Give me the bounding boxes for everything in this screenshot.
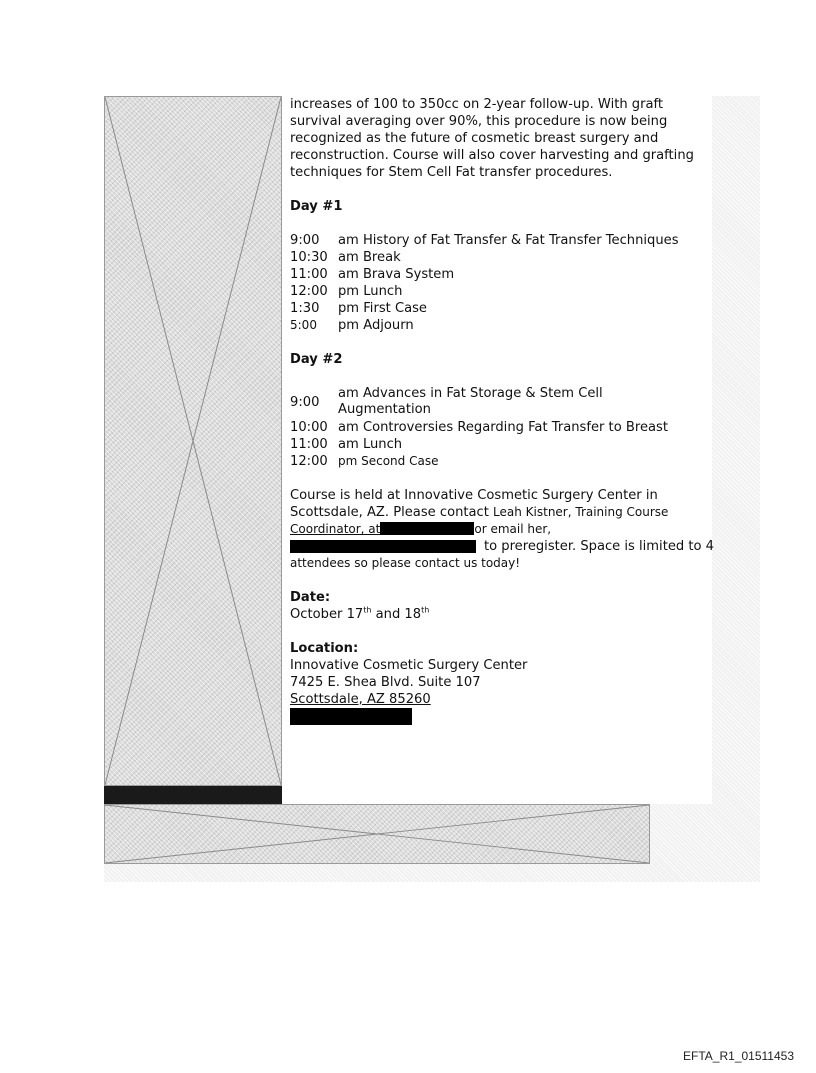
left-dark-bar — [104, 786, 282, 804]
location-line: Innovative Cosmetic Surgery Center — [290, 658, 528, 673]
placeholder-cross-icon — [105, 805, 649, 863]
redaction-bar — [290, 708, 412, 725]
schedule-row: 9:00 am Advances in Fat Storage & Stem Cell Augmentation — [290, 386, 603, 417]
schedule-row: 11:00 am Lunch — [290, 437, 403, 452]
bottom-image-placeholder — [104, 804, 650, 864]
schedule-row: 11:00 am Brava System — [290, 267, 455, 282]
contact-paragraph: Course is held at Innovative Cosmetic Surgery Center in Scottsdale, AZ. Please contact Leah Kistner, Training Course Coordinator, at or email her, to preregister. Space is limited to 4 attendees so please contact us today! — [290, 488, 714, 570]
schedule-row: 10:30 am Break — [290, 250, 401, 265]
day2-schedule — [290, 385, 714, 470]
left-image-placeholder — [104, 96, 282, 786]
schedule-row: 12:00 pm Lunch — [290, 284, 403, 299]
location-label: Location: — [290, 641, 359, 656]
schedule-row: 12:00 pm Second Case — [290, 454, 439, 469]
schedule-row: 1:30 pm First Case — [290, 301, 427, 316]
day2-heading: Day #2 — [290, 352, 343, 367]
date-label: Date: — [290, 590, 331, 605]
course-text — [290, 96, 714, 728]
redaction-bar — [380, 522, 474, 535]
location-line: 7425 E. Shea Blvd. Suite 107 — [290, 675, 481, 690]
intro-paragraph: increases of 100 to 350cc on 2-year follow-up. With graft survival averaging over 90%, this procedure is now being recognized as the future of cosmetic breast surgery and reconstruction. Course will also cover harvesting and grafting techniques for Stem Cell Fat transfer procedures. — [290, 97, 694, 180]
location-line: Scottsdale, AZ 85260 — [290, 692, 431, 707]
day1-heading: Day #1 — [290, 199, 343, 214]
schedule-row: 9:00 am History of Fat Transfer & Fat Transfer Techniques — [290, 233, 679, 248]
schedule-row: 10:00 am Controversies Regarding Fat Transfer to Breast — [290, 420, 668, 435]
schedule-row: 5:00 pm Adjourn — [290, 318, 414, 333]
date-value: October 17th and 18th — [290, 605, 430, 622]
redaction-bar — [290, 540, 476, 553]
placeholder-cross-icon — [105, 97, 281, 785]
document-id: EFTA_R1_01511453 — [683, 1049, 794, 1063]
day1-schedule — [290, 232, 714, 334]
